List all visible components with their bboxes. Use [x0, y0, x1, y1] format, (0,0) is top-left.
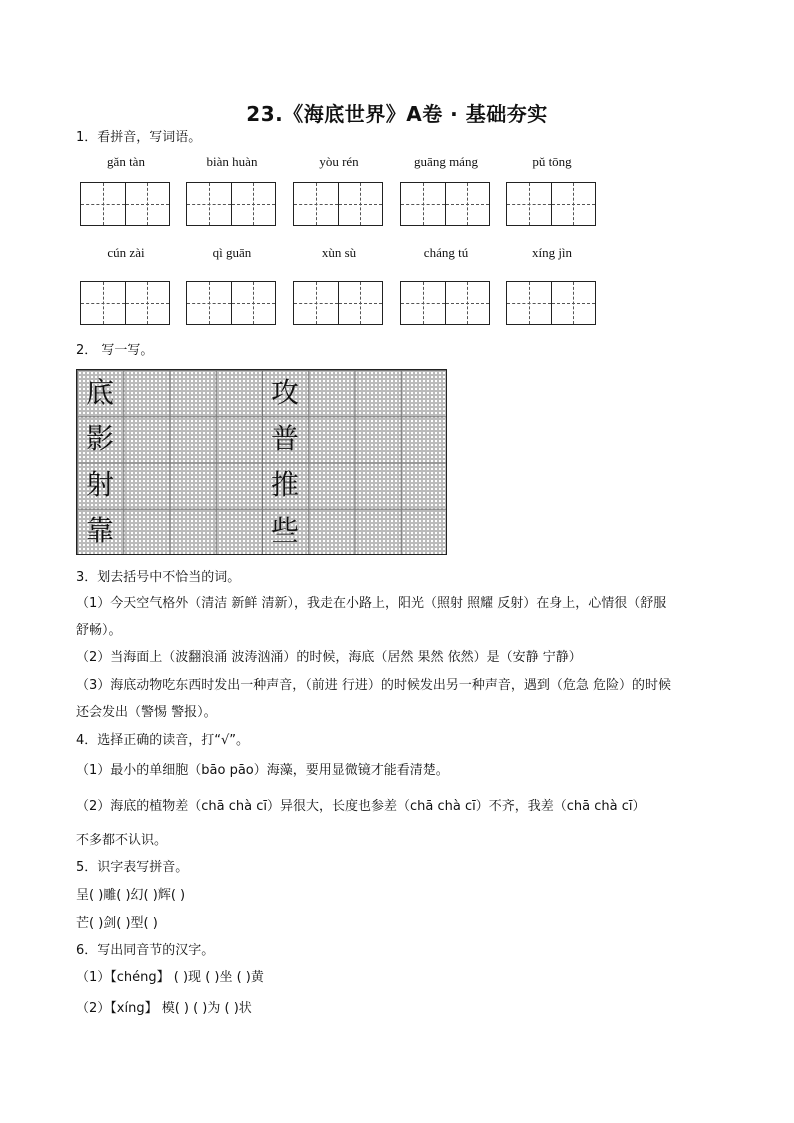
model-character: 底 [85, 376, 114, 409]
pinyin-prompt: pǔ tōng [532, 154, 572, 169]
question-6-heading: 6．写出同音节的汉字。 [76, 943, 215, 958]
question-4-item-2: （2）海底的植物差（chā chà cī）异很大，长度也参差（chā chà cī）不齐，我差（chā chà cī） [76, 799, 646, 814]
pinyin-prompt: xíng jìn [531, 245, 573, 260]
model-character: 推 [270, 468, 299, 501]
answer-box[interactable] [293, 281, 383, 325]
question-3-item-1: （1）今天空气格外（清洁 新鲜 清新），我走在小路上，阳光（照射 照耀 反射）在身上，心情很（舒服 [76, 596, 667, 611]
question-3-item-2: （2）当海面上（波翻浪涌 波涛汹涌）的时候，海底（居然 果然 依然）是（安静 宁静） [76, 650, 582, 665]
question-4-item-2-cont: 不多都不认识。 [76, 833, 168, 848]
question-2-heading: 2． 写一写。 [76, 343, 154, 358]
pinyin-prompt: cún zài [107, 245, 145, 260]
pinyin-prompt: guāng máng [414, 154, 478, 169]
answer-box[interactable] [293, 182, 383, 226]
question-6-line-2: （2）【xíng】 模( ) ( )为 ( )状 [76, 1001, 252, 1016]
answer-box[interactable] [506, 281, 596, 325]
answer-box[interactable] [186, 281, 276, 325]
answer-box[interactable] [506, 182, 596, 226]
question-6-line-1: （1）【chéng】 ( )现 ( )坐 ( )黄 [76, 970, 264, 985]
question-5-line-1: 呈( )雕( )幻( )辉( ) [76, 888, 186, 903]
pinyin-prompt: xùn sù [321, 245, 357, 260]
question-3-item-1-cont: 舒畅）。 [76, 623, 122, 638]
pinyin-prompt: gǎn tàn [107, 154, 145, 169]
writing-grid[interactable] [76, 369, 447, 555]
model-character: 影 [85, 422, 114, 455]
model-character: 些 [270, 514, 299, 547]
answer-box[interactable] [80, 281, 170, 325]
pinyin-prompt: qì guān [212, 245, 252, 260]
model-character: 普 [270, 422, 299, 455]
answer-box[interactable] [400, 182, 490, 226]
question-3-heading: 3．划去括号中不恰当的词。 [76, 570, 241, 585]
question-5-heading: 5．识字表写拼音。 [76, 860, 189, 875]
model-character: 射 [85, 468, 114, 501]
question-4-item-1: （1）最小的单细胞（bāo pāo）海藻，要用显微镜才能看清楚。 [76, 763, 449, 778]
model-character: 攻 [270, 376, 299, 409]
question-3-item-3-cont: 还会发出（警惕 警报）。 [76, 705, 217, 720]
answer-box[interactable] [80, 182, 170, 226]
page-title: 23.《海底世界》A卷 · 基础夯实 [246, 102, 548, 126]
answer-box[interactable] [400, 281, 490, 325]
answer-box[interactable] [186, 182, 276, 226]
question-3-item-3: （3）海底动物吃东西时发出一种声音，（前进 行进）的时候发出另一种声音，遇到（危急 危险）的时候 [76, 678, 672, 693]
question-1-heading: 1．看拼音，写词语。 [76, 130, 202, 145]
pinyin-prompt: biàn huàn [206, 154, 258, 169]
question-5-line-2: 芒( )剑( )型( ) [76, 916, 158, 931]
pinyin-prompt: yòu rén [319, 154, 359, 169]
model-character: 靠 [85, 514, 114, 547]
question-4-heading: 4．选择正确的读音，打“√”。 [76, 733, 250, 748]
pinyin-prompt: cháng tú [423, 245, 469, 260]
